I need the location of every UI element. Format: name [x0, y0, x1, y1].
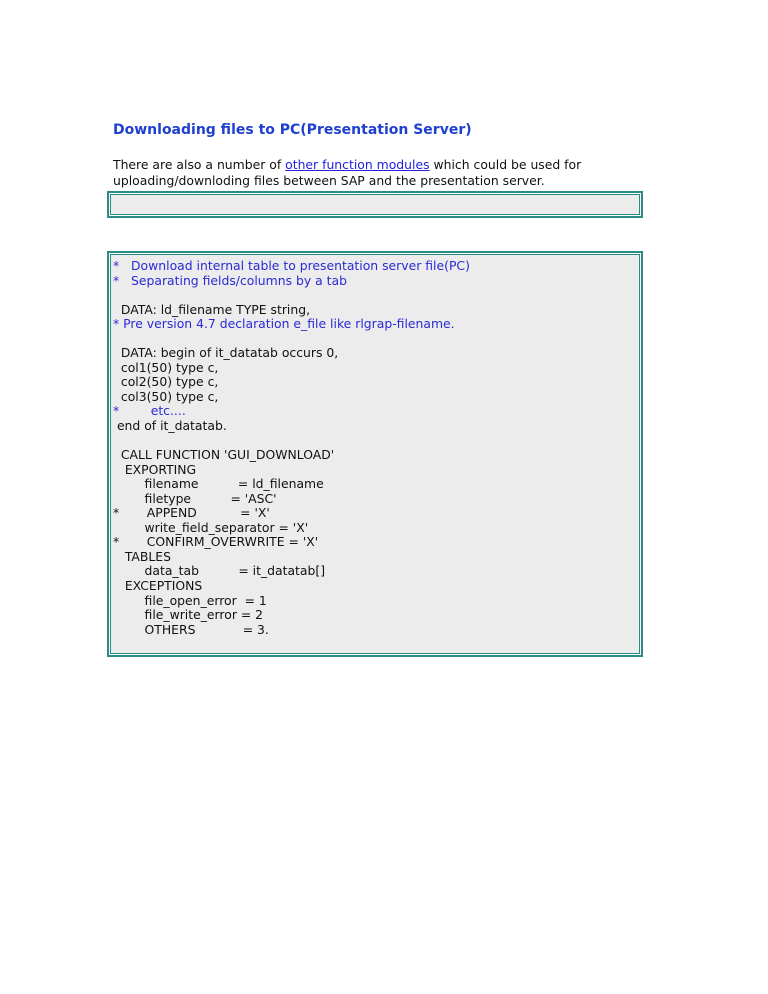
code-comment-line: * etc....	[113, 403, 186, 419]
code-line: file_write_error = 2	[113, 607, 264, 623]
code-line: * CONFIRM_OVERWRITE = 'X'	[113, 534, 319, 550]
code-line: DATA: begin of it_datatab occurs 0,	[113, 345, 339, 361]
code-line: filename = ld_filename	[113, 476, 324, 492]
code-line	[113, 434, 470, 449]
other-function-modules-link[interactable]: other function modules	[285, 157, 430, 172]
code-line: TABLES	[113, 548, 171, 564]
code-line: data_tab = it_datatab[]	[113, 563, 326, 579]
intro-text-before-link: There are also a number of	[113, 157, 286, 172]
code-line: EXCEPTIONS	[113, 578, 203, 594]
code-line: filetype = 'ASC'	[113, 490, 277, 506]
code-line: OTHERS = 3.	[113, 621, 269, 637]
code-line: DATA: ld_filename TYPE string,	[113, 301, 311, 317]
code-line: write_field_separator = 'X'	[113, 519, 309, 535]
intro-paragraph	[113, 157, 653, 189]
code-line	[113, 332, 470, 347]
code-line: * APPEND = 'X'	[113, 505, 270, 521]
code-line: end of it_datatab.	[113, 418, 227, 434]
code-line	[113, 288, 470, 303]
code-line: col1(50) type c,	[113, 359, 219, 375]
code-comment-line: * Pre version 4.7 declaration e_file like rlgrap-filename.	[113, 316, 455, 332]
intro-text-after-link: which could be used for uploading/downloding files between SAP and the presentation server.	[113, 157, 582, 188]
section-heading: Downloading files to PC(Presentation Server)	[113, 122, 472, 138]
code-line: file_open_error = 1	[113, 592, 267, 608]
code-listing	[113, 259, 470, 637]
code-box	[107, 251, 643, 657]
code-comment-line: * Download internal table to presentation server file(PC)	[113, 258, 470, 273]
code-line: col3(50) type c,	[113, 388, 219, 404]
code-line: col2(50) type c,	[113, 374, 219, 390]
code-comment-line: * Separating fields/columns by a tab	[113, 272, 347, 288]
code-line: EXPORTING	[113, 461, 197, 477]
code-line: CALL FUNCTION 'GUI_DOWNLOAD'	[113, 447, 335, 463]
empty-text-box	[107, 191, 643, 218]
